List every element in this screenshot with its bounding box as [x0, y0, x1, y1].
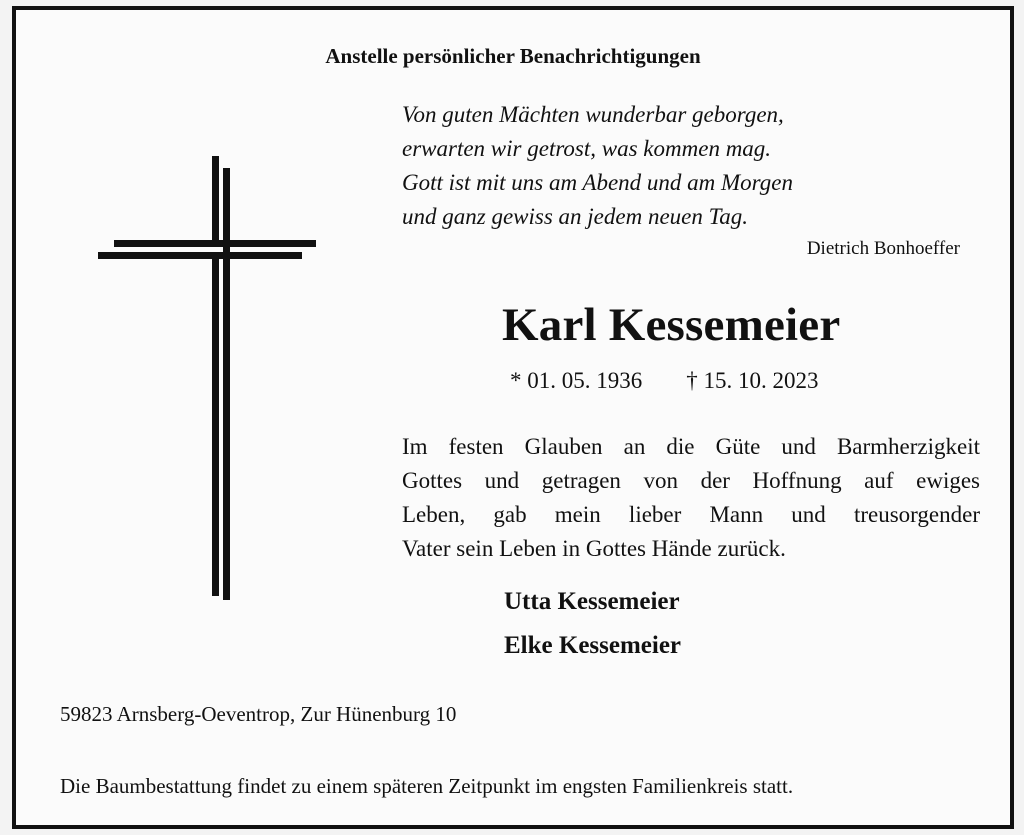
notice-header: Anstelle persönlicher Benachrichtigungen — [325, 44, 701, 68]
double-line-cross-icon — [96, 156, 318, 608]
message-line: Im festen Glauben an die Güte und Barmherzigkeit — [402, 434, 980, 459]
obituary-notice — [12, 6, 1014, 829]
message-line: Vater sein Leben in Gottes Hände zurück. — [402, 536, 786, 561]
poem-line: Von guten Mächten wunderbar geborgen, — [402, 102, 784, 127]
poem-line: Gott ist mit uns am Abend und am Morgen — [402, 170, 793, 195]
signature-elke: Elke Kessemeier — [504, 632, 682, 659]
deceased-name: Karl Kessemeier — [502, 299, 841, 351]
memorial-message — [402, 430, 980, 566]
signature-utta: Utta Kessemeier — [504, 588, 680, 615]
poem-author: Dietrich Bonhoeffer — [806, 238, 960, 259]
life-dates — [510, 368, 819, 394]
birth-date: * 01. 05. 1936 — [510, 368, 643, 393]
poem-line: und ganz gewiss an jedem neuen Tag. — [402, 204, 749, 229]
death-date: † 15. 10. 2023 — [686, 368, 819, 393]
message-line: Gottes und getragen von der Hoffnung auf ewiges — [402, 468, 980, 493]
poem — [402, 98, 793, 234]
message-line: Leben, gab mein lieber Mann und treusorgender — [402, 502, 980, 527]
family-address: 59823 Arnsberg-Oeventrop, Zur Hünenburg 10 — [60, 702, 457, 726]
poem-line: erwarten wir getrost, was kommen mag. — [402, 136, 772, 161]
burial-note: Die Baumbestattung findet zu einem späteren Zeitpunkt im engsten Familienkreis statt. — [60, 774, 794, 798]
